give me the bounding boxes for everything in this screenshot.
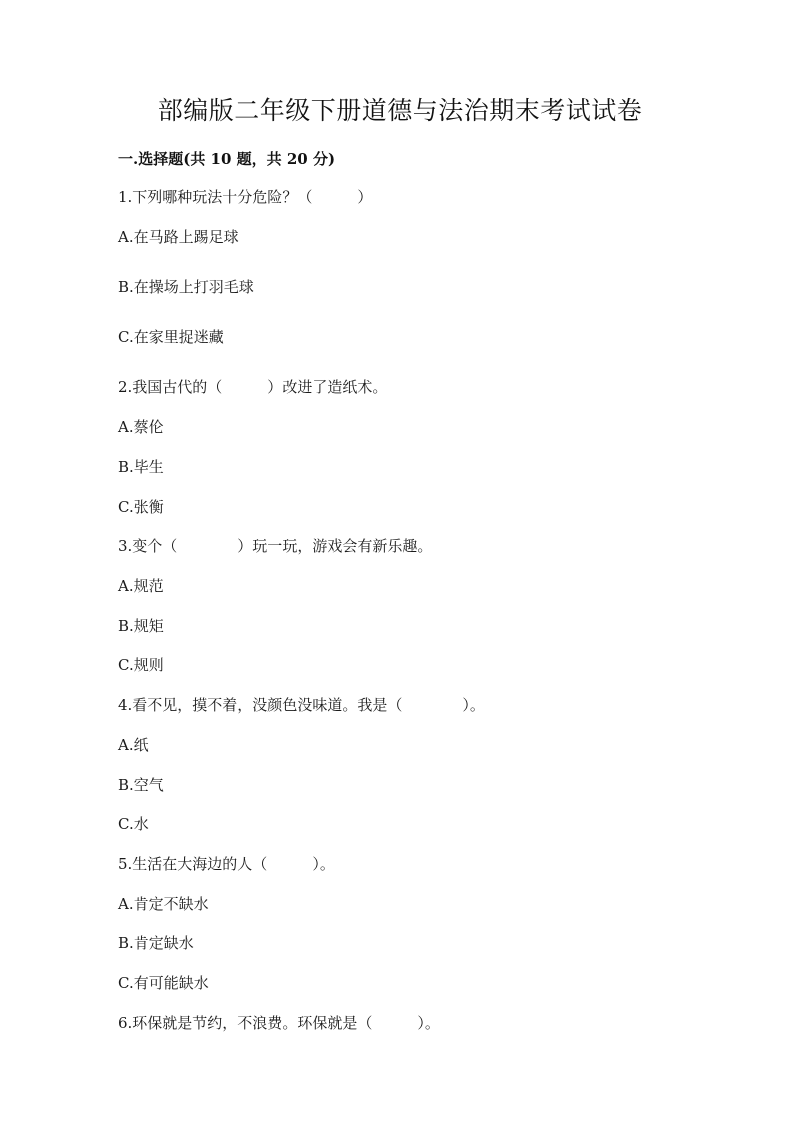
question-2-option-a: A.蔡伦 <box>118 418 164 436</box>
question-4-option-a: A.纸 <box>118 736 149 754</box>
question-4-option-c: C.水 <box>118 815 149 833</box>
question-1-option-a: A.在马路上踢足球 <box>118 228 239 246</box>
section-heading: 一.选择题(共 10 题，共 20 分) <box>118 150 336 168</box>
question-2-stem: 2.我国古代的（ ）改进了造纸术。 <box>118 378 388 396</box>
question-5-option-a: A.肯定不缺水 <box>118 895 209 913</box>
question-1-stem: 1.下列哪种玩法十分危险？（ ） <box>118 188 373 206</box>
question-5-stem: 5.生活在大海边的人（ ）。 <box>118 855 335 873</box>
question-2-option-c: C.张衡 <box>118 498 164 516</box>
question-3-stem: 3.变个（ ）玩一玩，游戏会有新乐趣。 <box>118 537 433 555</box>
document-title: 部编版二年级下册道德与法治期末考试试卷 <box>157 96 643 125</box>
question-3-option-a: A.规范 <box>118 577 164 595</box>
question-1-option-c: C.在家里捉迷藏 <box>118 328 224 346</box>
question-4-stem: 4.看不见，摸不着，没颜色没味道。我是（ ）。 <box>118 696 485 714</box>
question-5-option-c: C.有可能缺水 <box>118 974 209 992</box>
question-3-option-c: C.规则 <box>118 656 164 674</box>
question-4-option-b: B.空气 <box>118 776 164 794</box>
question-5-option-b: B.肯定缺水 <box>118 934 194 952</box>
question-1-option-b: B.在操场上打羽毛球 <box>118 278 254 296</box>
question-3-option-b: B.规矩 <box>118 617 164 635</box>
question-2-option-b: B.毕生 <box>118 458 164 476</box>
question-6-stem: 6.环保就是节约，不浪费。环保就是（ ）。 <box>118 1014 440 1032</box>
